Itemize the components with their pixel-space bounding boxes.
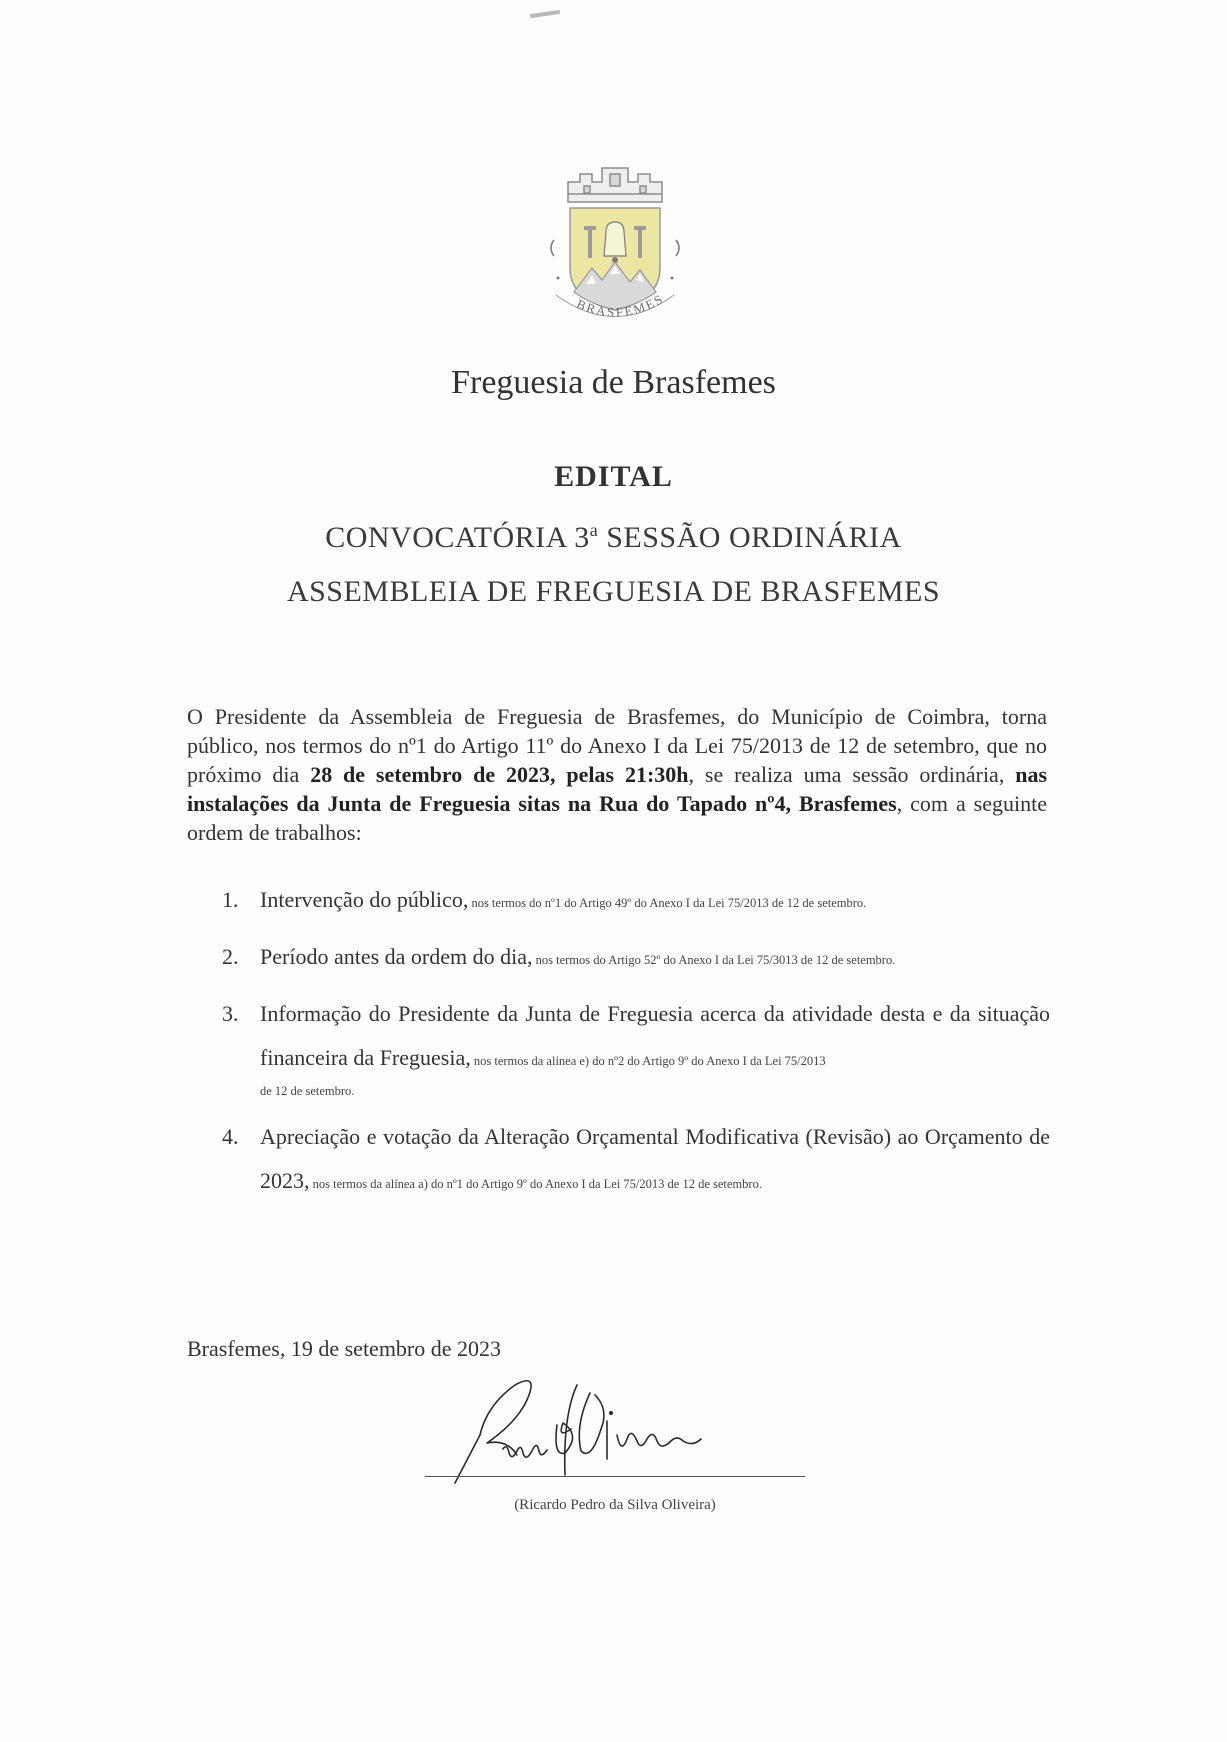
meeting-location: nas instalações da Junta de Freguesia sitas na Rua do Tapado nº4, Brasfemes xyxy=(187,762,1047,816)
heading-line-2: ASSEMBLEIA DE FREGUESIA DE BRASFEMES xyxy=(286,575,941,608)
scan-mark xyxy=(530,10,560,18)
organization-name: Freguesia de Brasfemes xyxy=(451,364,776,401)
document-type: EDITAL xyxy=(554,460,673,493)
agenda-item-1: 1. Intervenção do público, nos termos do nº1 do Artigo 49º do Anexo I da Lei 75/2013 de 12 de setembro. xyxy=(222,887,867,912)
crest-motto: BRASFEMES xyxy=(574,290,667,320)
meeting-date: 28 de setembro de 2023, pelas 21:30h xyxy=(310,762,689,787)
agenda-item-3: 3. Informação do Presidente da Junta de Freguesia acerca da atividade desta e da situação financeira da Freguesia, nos termos da alínea e) do nº2 do Artigo 9º do Anexo I da Lei 75/2013 de 12 de setembro. xyxy=(222,1001,1050,1098)
agenda-list xyxy=(222,878,1050,1216)
place-and-date: Brasfemes, 19 de setembro de 2023 xyxy=(187,1336,502,1361)
signature-line xyxy=(425,1476,805,1477)
agenda-item-4: 4. Apreciação e votação da Alteração Orçamental Modificativa (Revisão) ao Orçamento de 2023, nos termos da alínea a) do nº1 do Artigo 9º do Anexo I da Lei 75/2013 de 12 de setembro. xyxy=(222,1124,1050,1193)
coat-of-arms-icon xyxy=(540,160,690,335)
intro-paragraph: O Presidente da Assembleia de Freguesia de Brasfemes, do Município de Coimbra, torna público, nos termos do nº1 do Artigo 11º do Anexo I da Lei 75/2013 de 12 de setembro, que no próximo dia 28 de setembro de 2023, pelas 21:30h, se realiza uma sessão ordinária, nas instalações da Junta de Freguesia sitas na Rua do Tapado nº4, Brasfemes, com a seguinte ordem de trabalhos: xyxy=(187,704,1047,845)
handwritten-signature-icon xyxy=(425,1365,805,1485)
signer-name: (Ricardo Pedro da Silva Oliveira) xyxy=(514,1497,716,1513)
agenda-item-2: 2. Período antes da ordem do dia, nos termos do Artigo 52º do Anexo I da Lei 75/3013 de 12 de setembro. xyxy=(222,944,896,969)
heading-line-1: CONVOCATÓRIA 3$^a$ SESSÃO ORDINÁRIA xyxy=(325,520,902,554)
